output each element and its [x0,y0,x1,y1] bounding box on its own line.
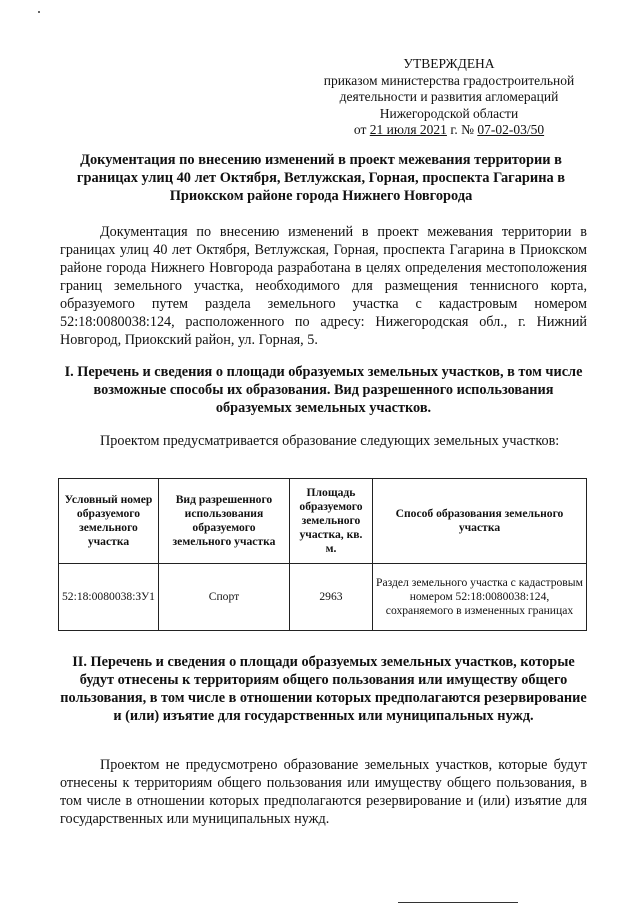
section-2-paragraph: Проектом не предусмотрено образование земельных участков, которые будут отнесены к территориям общего пользования или имуществу общего пользования, в том числе в отношении которых предполагаются резервирование и (или) изъятие для государственных или муниципальных нужд. [60,757,587,827]
cell-formation-method: Раздел земельного участка с кадастровым номером 52:18:0080038:124, сохраняемого в измененных границах [372,564,586,631]
approval-line-ministry: приказом министерства градостроительной [323,72,575,88]
header-formation-method: Способ образования земельного участка [372,479,586,564]
header-permitted-use: Вид разрешенного использования образуемого земельного участка [158,479,289,564]
footer-divider [398,902,518,903]
scan-speck [38,11,40,13]
approval-line-department: деятельности и развития агломераций [339,89,559,104]
approval-date: 21 июля 2021 [369,122,447,137]
table-header-row [59,479,587,564]
document-title: Документация по внесению изменений в проект межевания территории в границах улиц 40 лет Октября, Ветлужская, Горная, проспекта Гагарина в Приокском районе города Нижнего Новгорода [76,152,566,204]
approval-line-region: Нижегородской области [379,105,519,121]
header-area: Площадь образуемого земельного участка, кв. м. [289,479,372,564]
header-plot-number: Условный номер образуемого земельного участка [59,479,159,564]
cell-area: 2963 [289,564,372,631]
approval-number: 07-02-03/50 [477,122,545,137]
section-1-heading: I. Перечень и сведения о площади образуемых земельных участков, в том числе возможные способы их образования. Вид разрешенного использования образуемых земельных участков. [64,364,583,416]
approval-heading: УТВЕРЖДЕНА [403,56,495,71]
table-row [59,564,587,631]
cell-permitted-use: Спорт [158,564,289,631]
section-1-lead: Проектом предусматривается образование следующих земельных участков: [100,433,560,449]
approval-prefix: от [353,122,370,137]
section-2-heading: II. Перечень и сведения о площади образуемых земельных участков, которые будут отнесены к территориям общего пользования или имуществу общего пользования, в том числе в отношении которых предполагаются резервирование и (или) изъятие для государственных или муниципальных нужд. [60,654,587,724]
approval-stamp [318,56,580,139]
approval-date-line [318,122,580,139]
intro-paragraph: Документация по внесению изменений в проект межевания территории в границах улиц 40 лет Октября, Ветлужская, Горная, проспекта Гагарина в Приокском районе города Нижнего Новгорода разработана в целях определения местоположения границ земельного участка, необходимого для размещения теннисного корта, образуемого путем раздела земельного участка с кадастровым номером 52:18:0080038:124, расположенного по адресу: Нижегородская обл., г. Нижний Новгород, Приокский район, ул. Горная, 5. [60,224,587,348]
approval-year-suffix: г. № [446,122,478,137]
land-plots-table [58,478,587,631]
cell-plot-number: 52:18:0080038:ЗУ1 [59,564,159,631]
